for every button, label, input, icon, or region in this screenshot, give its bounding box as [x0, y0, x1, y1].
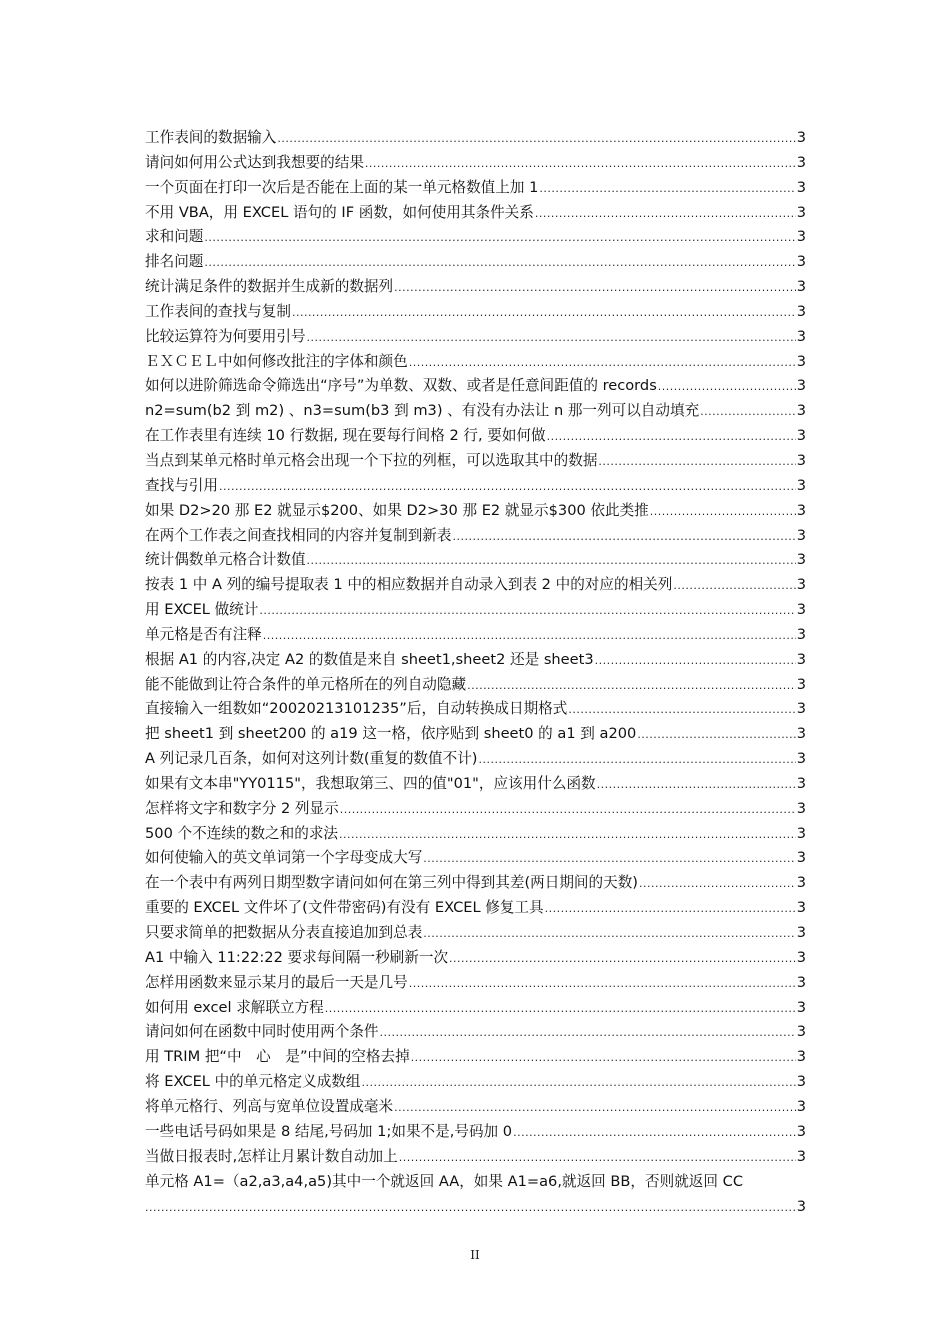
toc-entry-title: 请问如何用公式达到我想要的结果 — [145, 153, 364, 171]
toc-entry[interactable] — [145, 822, 806, 847]
toc-entry-page: 3 — [796, 427, 806, 445]
toc-entry-title: 根据 A1 的内容,决定 A2 的数值是来自 sheet1,sheet2 还是 sheet3 — [145, 650, 594, 668]
toc-entry-page: 3 — [796, 1073, 806, 1091]
toc-leader-dots — [673, 574, 795, 599]
toc-entry[interactable] — [145, 325, 806, 350]
toc-entry-title: 用 TRIM 把“中 心 是”中间的空格去掉 — [145, 1048, 410, 1066]
toc-entry-page: 3 — [796, 799, 806, 817]
toc-entry-title: 单元格 A1=（a2,a3,a4,a5)其中一个就返回 AA，如果 A1=a6,就返回 BB，否则就返回 CC — [145, 1172, 744, 1190]
toc-entry-page: 3 — [796, 675, 806, 693]
toc-entry-page: 3 — [796, 1122, 806, 1140]
toc-entry[interactable] — [145, 250, 806, 275]
toc-entry-title: 统计满足条件的数据并生成新的数据列 — [145, 278, 394, 296]
toc-entry-title: 重要的 EXCEL 文件坏了(文件带密码)有没有 EXCEL 修复工具 — [145, 899, 544, 917]
toc-leader-dots — [411, 1046, 796, 1071]
toc-entry-title: A1 中输入 11:22:22 要求每间隔一秒刷新一次 — [145, 948, 449, 966]
toc-entry-page: 3 — [796, 601, 806, 619]
toc-entry[interactable] — [145, 1145, 806, 1170]
toc-leader-dots — [467, 674, 796, 699]
toc-leader-dots — [307, 326, 796, 351]
toc-entry[interactable] — [145, 697, 806, 722]
toc-entry-page: 3 — [796, 476, 806, 494]
toc-entry-title: 将单元格行、列高与宽单位设置成毫米 — [145, 1097, 394, 1115]
toc-entry[interactable] — [145, 474, 806, 499]
toc-entry-title: 一个页面在打印一次后是否能在上面的某一单元格数值上加 1 — [145, 178, 539, 196]
toc-leader-dots — [394, 1096, 796, 1121]
toc-entry-page: 3 — [796, 327, 806, 345]
toc-leader-dots — [277, 127, 795, 152]
toc-leader-dots — [423, 922, 795, 947]
toc-entry[interactable] — [145, 300, 806, 325]
toc-entry-title: 工作表间的查找与复制 — [145, 302, 291, 320]
table-of-contents — [145, 126, 806, 1169]
toc-entry-page: 3 — [796, 129, 806, 146]
toc-entry[interactable] — [145, 772, 806, 797]
toc-leader-dots — [545, 897, 796, 922]
toc-entry-title: 能不能做到让符合条件的单元格所在的列自动隐藏 — [145, 675, 467, 693]
toc-entry-page: 3 — [796, 625, 806, 643]
toc-entry[interactable] — [145, 499, 806, 524]
toc-entry-page: 3 — [796, 451, 806, 469]
toc-entry-title: 用 EXCEL 做统计 — [145, 601, 259, 619]
toc-entry-title: 在工作表里有连续 10 行数据, 现在要每行间格 2 行, 要如何做 — [145, 427, 546, 445]
toc-entry-page: 3 — [796, 1097, 806, 1115]
toc-entry-page: 3 — [796, 228, 806, 246]
toc-leader-dots — [365, 152, 796, 177]
toc-entry-title: 请问如何在函数中同时使用两个条件 — [145, 1023, 379, 1041]
toc-leader-dots — [595, 649, 796, 674]
toc-entry-page: 3 — [796, 203, 806, 221]
toc-leader-dots — [478, 748, 795, 773]
toc-entry-page: 3 — [796, 302, 806, 320]
toc-entry-title: 排名问题 — [145, 253, 204, 271]
toc-entry-title: 如果有文本串"YY0115"，我想取第三、四的值"01"，应该用什么函数 — [145, 774, 596, 792]
toc-entry-page: 3 — [796, 924, 806, 941]
toc-entry-title: 将 EXCEL 中的单元格定义成数组 — [145, 1073, 361, 1091]
toc-entry[interactable] — [145, 921, 806, 946]
toc-leader-dots — [568, 698, 795, 723]
toc-entry[interactable] — [145, 673, 806, 698]
toc-leader-dots — [259, 599, 795, 624]
toc-leader-dots — [292, 301, 796, 326]
toc-entry-page: 3 — [796, 824, 806, 842]
toc-entry[interactable] — [145, 846, 806, 871]
toc-entry-page: 3 — [796, 998, 806, 1016]
toc-entry-title: ＥＸＣＥＬ中如何修改批注的字体和颜色 — [145, 352, 408, 370]
toc-leader-dots — [204, 251, 795, 276]
toc-entry[interactable] — [145, 1020, 806, 1045]
toc-entry-page: 3 — [796, 948, 806, 966]
toc-entry[interactable] — [145, 201, 806, 226]
toc-entry-title: 统计偶数单元格合计数值 — [145, 551, 306, 569]
toc-entry-page: 3 — [796, 899, 806, 917]
toc-entry[interactable] — [145, 573, 806, 598]
toc-leader-dots — [598, 450, 795, 475]
toc-leader-dots — [535, 202, 796, 227]
toc-entry[interactable] — [145, 548, 806, 573]
toc-leader-dots — [362, 1071, 796, 1096]
toc-leader-dots — [263, 624, 796, 649]
toc-entry-title: 一些电话号码如果是 8 结尾,号码加 1;如果不是,号码加 0 — [145, 1122, 513, 1140]
toc-leader-dots — [449, 947, 796, 972]
toc-entry-page: 3 — [796, 253, 806, 271]
toc-leader-dots — [340, 798, 796, 823]
toc-entry-title: 单元格是否有注释 — [145, 625, 262, 643]
toc-entry-title: n2=sum(b2 到 m2) 、n3=sum(b3 到 m3) 、有没有办法让 n 那一列可以自动填充 — [145, 402, 700, 420]
toc-entry[interactable] — [145, 896, 806, 921]
toc-entry-page: 3 — [796, 352, 806, 370]
toc-leader-dots — [547, 425, 796, 450]
toc-entry-page: 3 — [796, 874, 806, 892]
toc-entry-page: 3 — [796, 700, 806, 718]
toc-entry-title: 查找与引用 — [145, 476, 218, 494]
toc-entry-page: 3 — [796, 526, 806, 544]
toc-entry-title: 把 sheet1 到 sheet200 的 a19 这一格，依序贴到 sheet0 的 a1 到 a200 — [145, 725, 637, 743]
toc-entry-title: 求和问题 — [145, 228, 204, 246]
toc-leader-dots — [700, 400, 796, 425]
toc-entry-title: 如何用 excel 求解联立方程 — [145, 998, 324, 1016]
toc-entry-page: 3 — [796, 1197, 806, 1215]
toc-entry[interactable] — [145, 747, 806, 772]
toc-entry-title: 如何使输入的英文单词第一个字母变成大写 — [145, 849, 423, 867]
toc-entry[interactable] — [145, 971, 806, 996]
toc-entry-page: 3 — [796, 278, 806, 296]
toc-leader-dots — [325, 997, 796, 1022]
toc-entry-page: 3 — [796, 1147, 806, 1165]
toc-leader-dots — [658, 375, 796, 400]
toc-entry-page: 3 — [796, 1023, 806, 1041]
toc-leader-dots — [513, 1121, 796, 1146]
toc-leader-dots — [650, 500, 796, 525]
toc-leader-dots — [639, 872, 796, 897]
toc-entry[interactable] — [145, 374, 806, 399]
toc-leader-dots — [423, 847, 795, 872]
toc-entry[interactable] — [145, 399, 806, 424]
toc-entry[interactable] — [145, 1120, 806, 1145]
toc-entry[interactable] — [145, 1095, 806, 1120]
toc-entry-page: 3 — [796, 973, 806, 991]
toc-entry[interactable] — [145, 424, 806, 449]
toc-leader-dots — [307, 549, 796, 574]
toc-entry-page: 3 — [796, 650, 806, 668]
toc-entry[interactable] — [145, 996, 806, 1021]
toc-entry[interactable] — [145, 598, 806, 623]
toc-entry[interactable] — [145, 350, 806, 375]
toc-entry-title: 按表 1 中 A 列的编号提取表 1 中的相应数据并自动录入到表 2 中的对应的相关列 — [145, 576, 673, 594]
toc-entry-page: 3 — [796, 377, 806, 395]
toc-entry[interactable] — [145, 151, 806, 176]
toc-entry-page: 3 — [796, 849, 806, 867]
toc-entry-title: 如何以进阶筛选命令筛选出“序号”为单数、双数、或者是任意间距值的 records — [145, 377, 657, 395]
toc-leader-dots — [399, 1146, 796, 1171]
toc-entry[interactable] — [145, 449, 806, 474]
toc-leader-dots — [409, 351, 796, 376]
toc-entry-title: 工作表间的数据输入 — [145, 129, 277, 146]
toc-leader-dots — [145, 1196, 796, 1221]
toc-entry-page: 3 — [796, 725, 806, 743]
toc-entry-page: 3 — [796, 501, 806, 519]
toc-entry-page: 3 — [796, 551, 806, 569]
toc-entry[interactable] — [145, 275, 806, 300]
toc-leader-dots — [219, 475, 796, 500]
toc-entry[interactable] — [145, 722, 806, 747]
page-number: II — [470, 1248, 480, 1262]
toc-entry-title: 直接输入一组数如“20020213101235”后，自动转换成日期格式 — [145, 700, 568, 718]
toc-leader-dots — [597, 773, 796, 798]
toc-leader-dots — [204, 226, 795, 251]
toc-entry-page: 3 — [796, 576, 806, 594]
toc-entry-page: 3 — [796, 153, 806, 171]
toc-leader-dots — [637, 723, 795, 748]
toc-entry-page: 3 — [796, 774, 806, 792]
toc-entry-title: 不用 VBA，用 EXCEL 语句的 IF 函数，如何使用其条件关系 — [145, 203, 534, 221]
toc-entry-title: 只要求简单的把数据从分表直接追加到总表 — [145, 924, 423, 941]
toc-entry-title: 在两个工作表之间查找相同的内容并复制到新表 — [145, 526, 452, 544]
toc-entry[interactable] — [145, 225, 806, 250]
toc-entry[interactable] — [145, 524, 806, 549]
toc-leader-dots — [452, 525, 795, 550]
toc-entry[interactable] — [145, 1070, 806, 1095]
toc-entry-title: 如果 D2>20 那 E2 就显示$200、如果 D2>30 那 E2 就显示$300 依此类推 — [145, 501, 649, 519]
toc-leader-dots — [394, 276, 796, 301]
toc-entry[interactable] — [145, 871, 806, 896]
toc-entry[interactable] — [145, 126, 806, 151]
toc-entry-page: 3 — [796, 178, 806, 196]
toc-entry[interactable] — [145, 1045, 806, 1070]
toc-entry-title: 怎样将文字和数字分 2 列显示 — [145, 799, 339, 817]
toc-entry[interactable] — [145, 623, 806, 648]
toc-entry-title: 怎样用函数来显示某月的最后一天是几号 — [145, 973, 408, 991]
toc-entry-page: 3 — [796, 1048, 806, 1066]
toc-entry-title: 在一个表中有两列日期型数字请问如何在第三列中得到其差(两日期间的天数) — [145, 874, 638, 892]
toc-entry[interactable] — [145, 946, 806, 971]
toc-entry-title: 500 个不连续的数之和的求法 — [145, 824, 339, 842]
toc-entry-page: 3 — [796, 402, 806, 420]
toc-entry[interactable] — [145, 176, 806, 201]
toc-leader-dots — [539, 177, 795, 202]
toc-entry-title: 比较运算符为何要用引号 — [145, 327, 306, 345]
toc-entry-title: 当点到某单元格时单元格会出现一个下拉的列框，可以选取其中的数据 — [145, 451, 598, 469]
toc-leader-dots — [409, 972, 796, 997]
toc-leader-dots — [380, 1021, 796, 1046]
toc-entry-last[interactable] — [145, 1170, 806, 1220]
toc-entry[interactable] — [145, 648, 806, 673]
toc-entry-title: 当做日报表时,怎样让月累计数自动加上 — [145, 1147, 398, 1165]
toc-entry-title: A 列记录几百条，如何对这列计数(重复的数值不计) — [145, 750, 478, 768]
toc-entry[interactable] — [145, 797, 806, 822]
toc-entry-page: 3 — [796, 750, 806, 768]
toc-leader-dots — [339, 823, 796, 848]
